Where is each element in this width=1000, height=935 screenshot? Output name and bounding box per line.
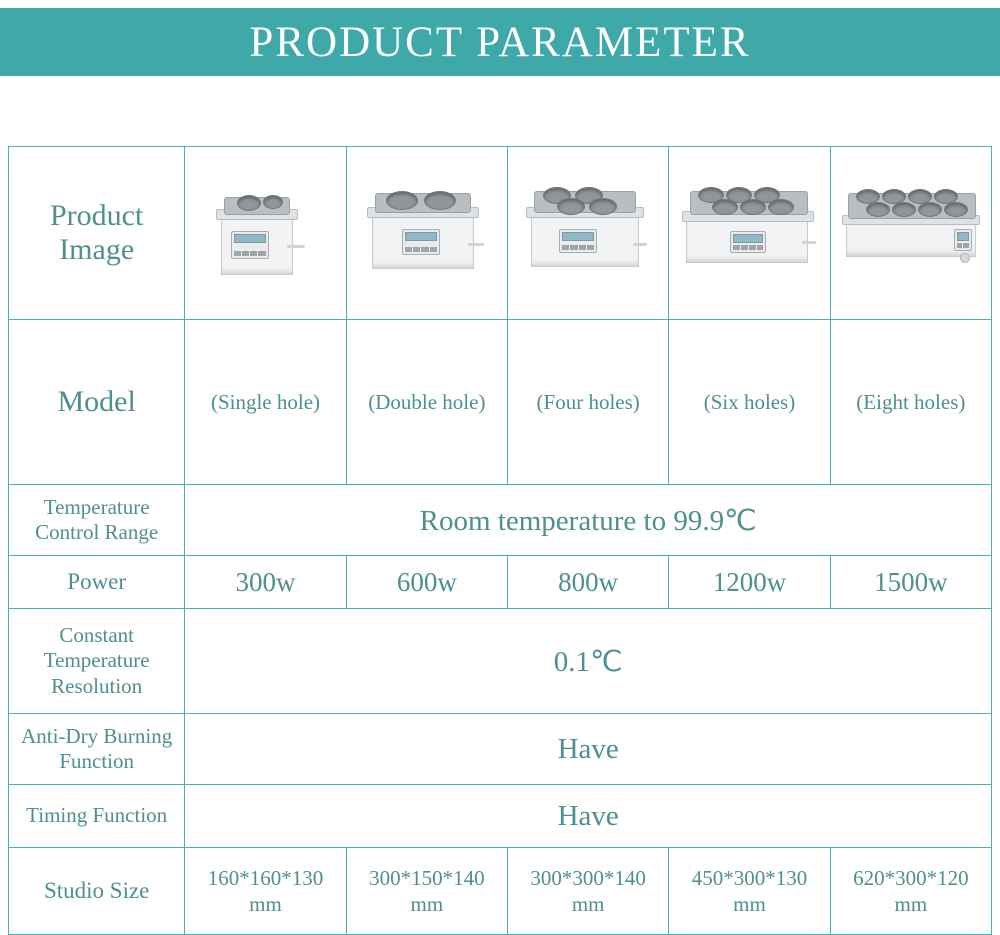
table-row-timing-function: [9, 785, 992, 848]
cell-constant-temperature-resolution-value: 0.1℃: [185, 609, 992, 714]
table-row-studio-size: [9, 848, 992, 935]
row-label-studio-size: Studio Size: [9, 848, 185, 935]
cell-image-single-hole: [185, 147, 346, 320]
table-row-anti-dry-burning-function: [9, 714, 992, 785]
water-bath-eight-holes-illustration: [836, 173, 986, 293]
row-label-product-image: [9, 147, 185, 320]
cell-power-double-hole: 600w: [346, 556, 507, 609]
cell-model-eight-holes: (Eight holes): [830, 320, 991, 485]
cell-studio-size-eight-holes: 620*300*120 mm: [830, 848, 991, 935]
row-label-antidry-line2: Function: [59, 749, 134, 773]
cell-power-four-holes: 800w: [508, 556, 669, 609]
cell-model-six-holes: (Six holes): [669, 320, 830, 485]
cell-model-single-hole: (Single hole): [185, 320, 346, 485]
table-row-model: [9, 320, 992, 485]
water-bath-six-holes-illustration: [674, 173, 824, 293]
cell-model-double-hole: (Double hole): [346, 320, 507, 485]
cell-power-six-holes: 1200w: [669, 556, 830, 609]
table-row-constant-temperature-resolution: [9, 609, 992, 714]
cell-temperature-control-range-value: Room temperature to 99.9℃: [185, 485, 992, 556]
cell-image-eight-holes: [830, 147, 991, 320]
row-label-product-image-line1: Product: [50, 198, 144, 232]
row-label-constant-temperature-resolution: [9, 609, 185, 714]
page-banner: [0, 8, 1000, 76]
cell-studio-size-six-holes: 450*300*130 mm: [669, 848, 830, 935]
row-label-timing-function: Timing Function: [9, 785, 185, 848]
cell-anti-dry-burning-function-value: Have: [185, 714, 992, 785]
cell-image-six-holes: [669, 147, 830, 320]
row-label-power: Power: [9, 556, 185, 609]
cell-timing-function-value: Have: [185, 785, 992, 848]
page-title: PRODUCT PARAMETER: [249, 18, 751, 66]
water-bath-double-hole-illustration: [352, 173, 502, 293]
row-label-model: Model: [9, 320, 185, 485]
row-label-temperature-line1: Temperature: [43, 494, 150, 519]
table-row-temperature-control-range: [9, 485, 992, 556]
table-row-power: [9, 556, 992, 609]
cell-studio-size-four-holes: 300*300*140 mm: [508, 848, 669, 935]
cell-power-single-hole: 300w: [185, 556, 346, 609]
row-label-resolution-line1: Constant: [59, 623, 134, 648]
cell-studio-size-double-hole: 300*150*140 mm: [346, 848, 507, 935]
row-label-resolution-line2: Temperature: [43, 648, 150, 673]
cell-model-four-holes: (Four holes): [508, 320, 669, 485]
row-label-resolution-line3: Resolution: [51, 673, 143, 698]
parameter-table-wrapper: [8, 146, 992, 935]
row-label-product-image-line2: Image: [59, 233, 135, 266]
row-label-temperature-control-range: [9, 485, 185, 556]
table-row-product-image: [9, 147, 992, 320]
row-label-anti-dry-burning-function: [9, 714, 185, 785]
cell-studio-size-single-hole: 160*160*130 mm: [185, 848, 346, 935]
parameter-table: [8, 146, 992, 935]
cell-power-eight-holes: 1500w: [830, 556, 991, 609]
water-bath-four-holes-illustration: [513, 173, 663, 293]
row-label-temperature-line2: Control Range: [35, 520, 159, 544]
water-bath-single-hole-illustration: [191, 173, 341, 293]
cell-image-four-holes: [508, 147, 669, 320]
cell-image-double-hole: [346, 147, 507, 320]
row-label-antidry-line1: Anti-Dry Burning: [21, 723, 173, 748]
